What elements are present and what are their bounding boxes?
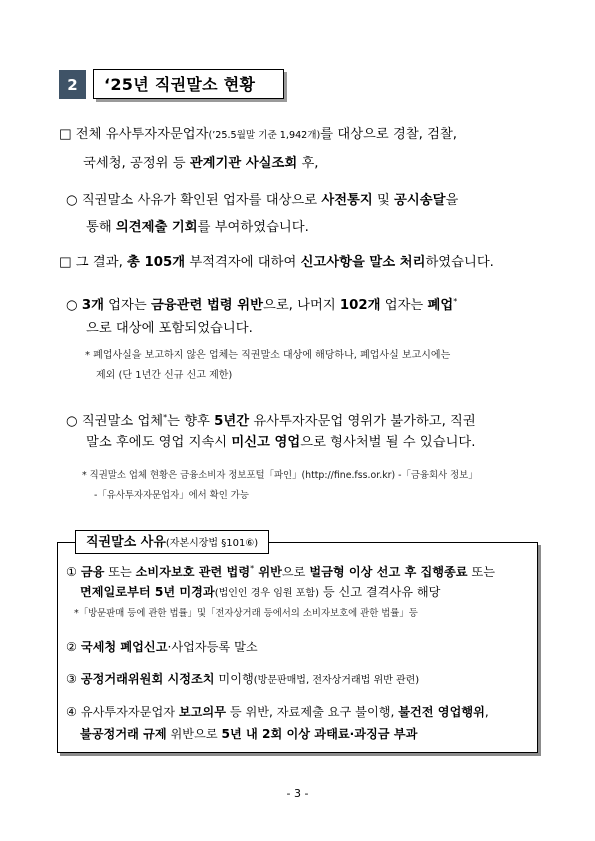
section-title: ‘25년 직권말소 현황 — [93, 69, 284, 99]
circle-bullet: ○ — [66, 414, 78, 429]
square-bullet: □ — [59, 255, 72, 270]
footnote-1-line-2: 제외 (단 1년간 신규 신고 제한) — [96, 370, 233, 381]
paragraph-2-line-1: ○ 직권말소 사유가 확인된 업자를 대상으로 사전통지 및 공시송달을 — [66, 193, 459, 208]
section-number: 2 — [59, 70, 86, 99]
paragraph-1-line-2: 국세청, 공정위 등 관계기관 사실조회 후, — [83, 156, 319, 171]
paragraph-3: □ 그 결과, 총 105개 부적격자에 대하여 신고사항을 말소 처리하였습니다. — [59, 255, 494, 270]
reason-1-line-1: ① 금융 또는 소비자보호 관련 법령* 위반으로 벌금형 이상 선고 후 집행종료 또는 — [66, 564, 495, 579]
circle-bullet: ○ — [66, 193, 78, 208]
footnote-2-line-2: -「유사투자자문업자」에서 확인 가능 — [94, 490, 249, 501]
reason-4-line-2: 불공정거래 규제 위반으로 5년 내 2회 이상 과태료·과징금 부과 — [80, 727, 418, 741]
paragraph-4-line-2: 으로 대상에 포함되었습니다. — [86, 321, 253, 336]
reason-1-footnote: *「방문판매 등에 관한 법률」및「전자상거래 등에서의 소비자보호에 관한 법률」등 — [74, 608, 418, 619]
paragraph-1-line-1: □ 전체 유사투자자문업자(’25.5월말 기준 1,942개)를 대상으로 경찰, 검찰, — [59, 127, 458, 142]
paragraph-2-line-2: 통해 의견제출 기회를 부여하였습니다. — [86, 220, 309, 235]
paragraph-5-line-2: 말소 후에도 영업 지속시 미신고 영업으로 형사처벌 될 수 있습니다. — [86, 435, 476, 450]
reason-1-line-2: 면제일로부터 5년 미경과(법인인 경우 임원 포함) 등 신고 결격사유 해당 — [80, 585, 441, 599]
paragraph-5-line-1: ○ 직권말소 업체*는 향후 5년간 유사투자자문업 영위가 불가하고, 직권 — [66, 413, 476, 429]
square-bullet: □ — [59, 127, 72, 142]
footnote-2-line-1: * 직권말소 업체 현황은 금융소비자 정보포털「파인」(http://fine.fss.or.kr) -「금융회사 정보」 — [82, 470, 478, 481]
circle-bullet: ○ — [66, 298, 78, 313]
page-number: - 3 - — [286, 787, 309, 800]
reason-box-title: 직권말소 사유(자본시장법 §101⑥) — [75, 530, 269, 554]
paragraph-4-line-1: ○ 3개 업자는 금융관련 법령 위반으로, 나머지 102개 업자는 폐업* — [66, 297, 458, 313]
reason-2: ② 국세청 폐업신고·사업자등록 말소 — [66, 640, 258, 654]
footnote-1-line-1: * 폐업사실을 보고하지 않은 업체는 직권말소 대상에 해당하나, 폐업사실 보고시에는 — [85, 350, 451, 361]
reason-4-line-1: ④ 유사투자자문업자 보고의무 등 위반, 자료제출 요구 불이행, 불건전 영업행위, — [66, 705, 489, 719]
reason-3: ③ 공정거래위원회 시정조치 미이행(방문판매법, 전자상거래법 위반 관련) — [66, 672, 420, 686]
